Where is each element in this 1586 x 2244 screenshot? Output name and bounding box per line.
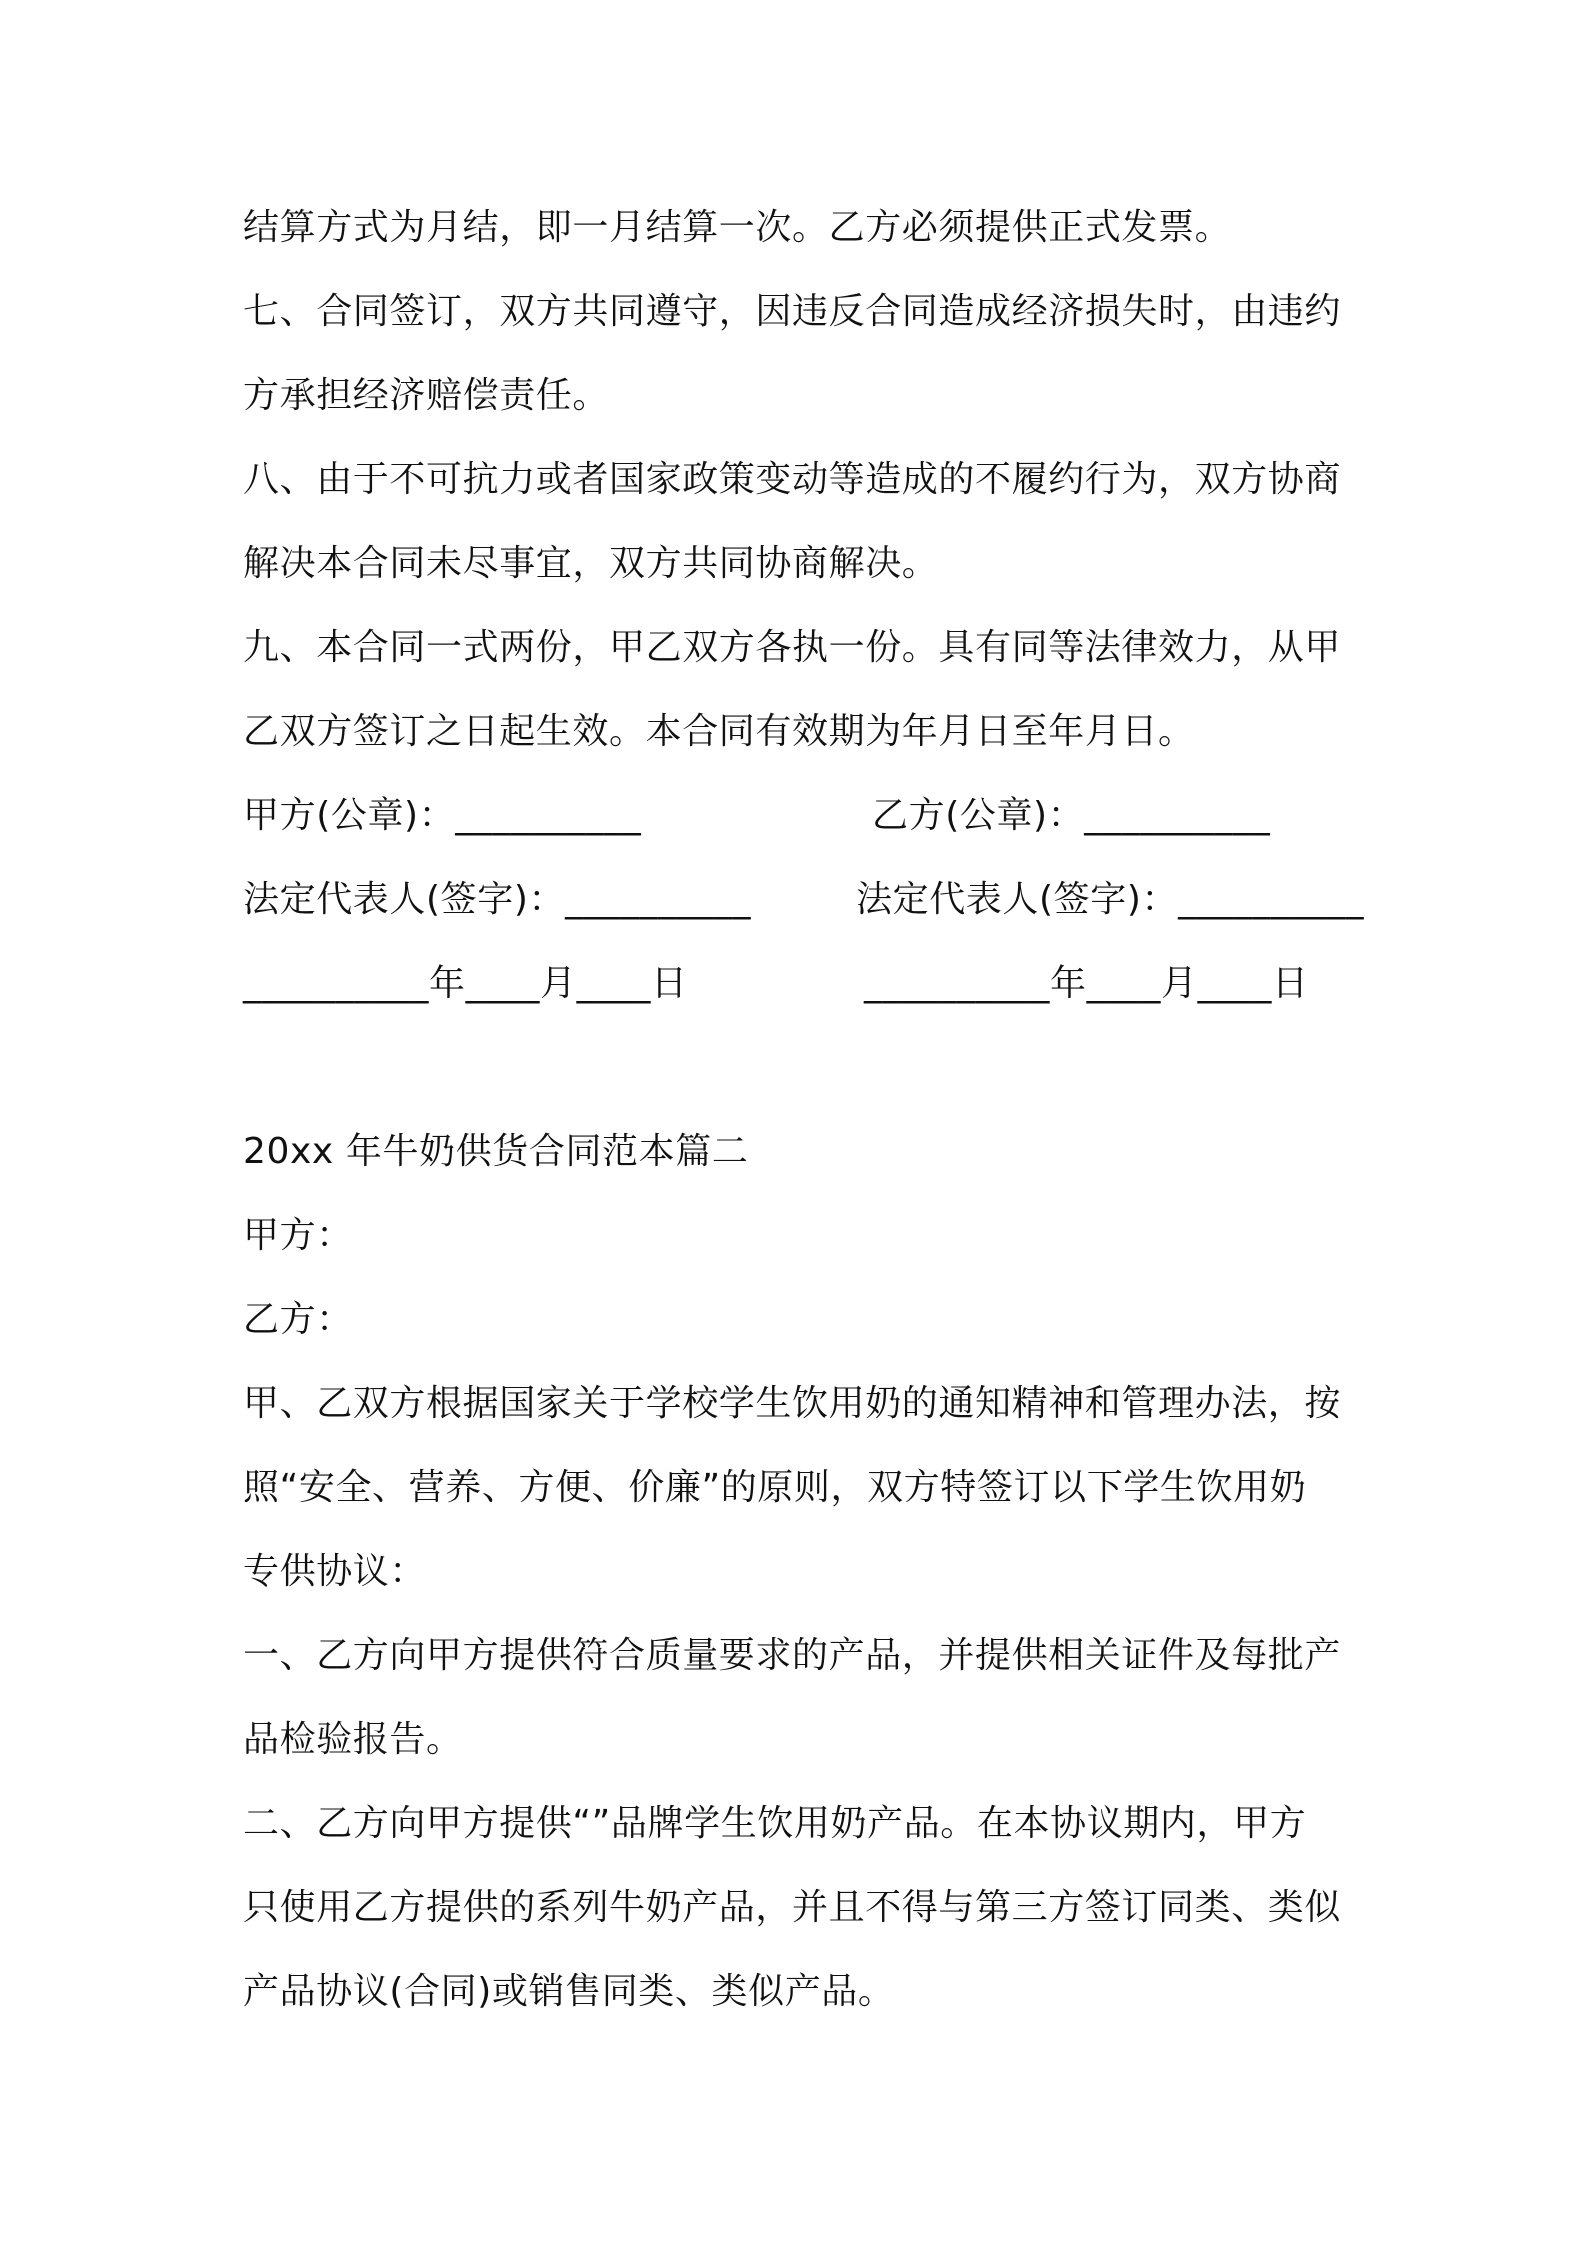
paragraph-line: 九、本合同一式两份，甲乙双方各执一份。具有同等法律效力，从甲: [243, 627, 1342, 668]
paragraph-line: 乙双方签订之日起生效。本合同有效期为年月日至年月日。: [243, 711, 1195, 752]
paragraph-line: 照“安全、营养、方便、价廉”的原则，双方特签订以下学生饮用奶: [243, 1467, 1307, 1508]
paragraph-line: 七、合同签订，双方共同遵守，因违反合同造成经济损失时，由违约: [243, 291, 1342, 332]
party-b-seal-field: 乙方(公章)：__________: [872, 795, 1271, 836]
paragraph-line: 只使用乙方提供的系列牛奶产品，并且不得与第三方签订同类、类似: [243, 1887, 1342, 1928]
paragraph-line: 解决本合同未尽事宜，双方共同协商解决。: [243, 543, 939, 584]
party-b-representative-field: 法定代表人(签字)：__________: [856, 879, 1365, 920]
paragraph-line: 结算方式为月结，即一月结算一次。乙方必须提供正式发票。: [243, 207, 1232, 248]
section-title: 20xx 年牛奶供货合同范本篇二: [243, 1131, 749, 1172]
paragraph-line: 甲、乙双方根据国家关于学校学生饮用奶的通知精神和管理办法，按: [243, 1383, 1342, 1424]
party-a-label: 甲方：: [243, 1215, 353, 1256]
party-b-label: 乙方：: [243, 1299, 353, 1340]
paragraph-line: 八、由于不可抗力或者国家政策变动等造成的不履约行为，双方协商: [243, 459, 1342, 500]
party-a-date-field: __________年____月____日: [243, 963, 688, 1004]
paragraph-line: 一、乙方向甲方提供符合质量要求的产品，并提供相关证件及每批产: [243, 1635, 1342, 1676]
paragraph-line: 方承担经济赔偿责任。: [243, 375, 610, 416]
party-a-representative-field: 法定代表人(签字)：__________: [243, 879, 752, 920]
paragraph-line: 专供协议：: [243, 1551, 427, 1592]
party-a-seal-field: 甲方(公章)：__________: [243, 795, 642, 836]
paragraph-line: 产品协议(合同)或销售同类、类似产品。: [243, 1971, 895, 2012]
party-b-date-field: __________年____月____日: [864, 963, 1309, 1004]
paragraph-line: 品检验报告。: [243, 1719, 463, 1760]
paragraph-line: 二、乙方向甲方提供“”品牌学生饮用奶产品。在本协议期内，甲方: [243, 1803, 1307, 1844]
